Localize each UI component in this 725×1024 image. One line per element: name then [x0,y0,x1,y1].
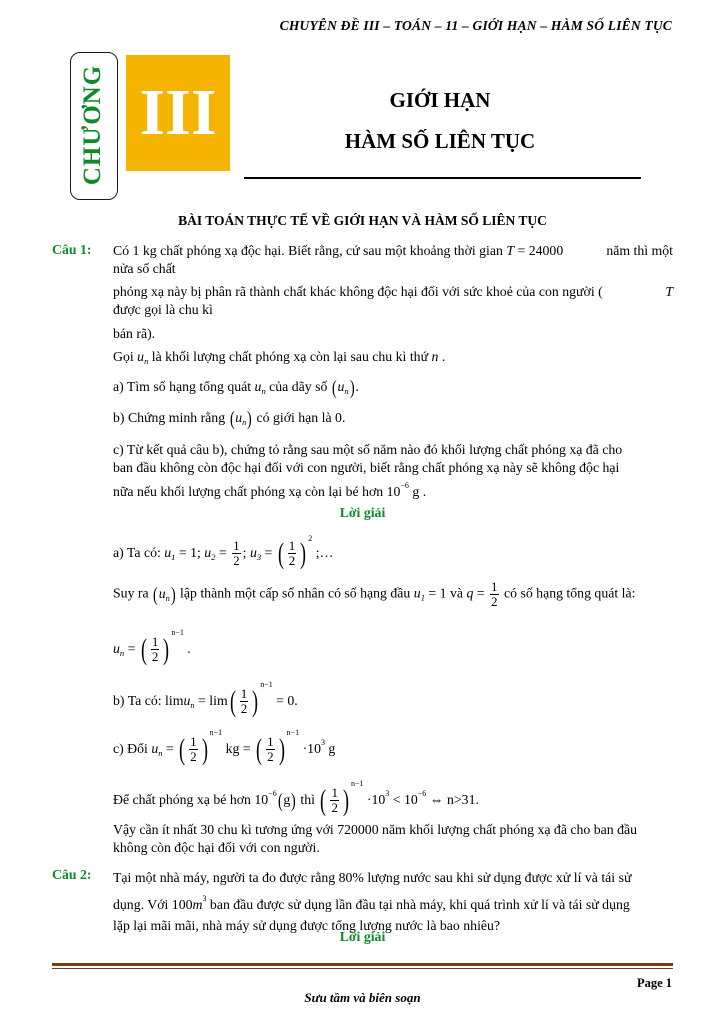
solution-1-part-c: c) Đổi $u_n$ = ( $\frac{1}{2}$ )$^{n-1}$ kg = ( $\frac{1}{2}$ )$^{n-1} \cdot 10^3$ g [113,728,336,766]
solution-1-conclusion: Vậy cần ít nhất 30 chu kì tương ứng với 720000 năm khối lượng chất phóng xạ đã cho ban đầu không còn độc hại đối với con người. [113,822,638,855]
solution-1-inequality: Để chất phóng xạ bé hơn $10^{-6}(g)$ thì ( $\frac{1}{2}$ )$^{n-1} \cdot 10^3 < 10^{-6}$ ⇔ n>31. [113,779,479,817]
question-1-part-a: a) Tìm số hạng tổng quát $u_n$ của dãy số $(u_n)$. [113,377,359,399]
question-1-part-c: c) Từ kết quả câu b), chứng tỏ rằng sau một số năm nào đó khối lượng chất phóng xạ đã cho ban đầu không còn độc hại đối với con người, biết rằng chất phóng xạ này sẽ không độc hại nữa nếu khối lượng chất phóng xạ còn lại bé hơn $10^{-6}$ g . [113,442,623,499]
solution-1-part-a: a) Ta có: $u_1 = 1$; $u_2$ = $\frac{1}{2}$ ; $u_3$ = ( $\frac{1}{2}$ ) $^2$ ;… [113,534,334,570]
footer-credit: Sưu tầm và biên soạn [304,990,421,1005]
solution-1-geometric: Suy ra $(u_n)$ lập thành một cấp số nhân có số hạng đầu $u_1 = 1$ và q = $\frac{1}{2}$ có số hạng tổng quát là: [113,579,636,609]
footer-rule [52,963,673,966]
question-2-label: Câu 2: [52,867,92,882]
chapter-title-line2: HÀM SỐ LIÊN TỤC [344,129,536,153]
footer-rule-thin [52,968,673,969]
question-2-text: Tại một nhà máy, người ta đo được rằng 80% lượng nước sau khi sử dụng được xử lí và tái sử dụng. Với $100m^3$ ban đầu được sử dụng lần đầu tại nhà máy, khi quá trình xử lí và tái sử dụng lặp lại mãi mãi, nhà máy sử dụng được tổng lượng nước là bao nhiêu? [113,870,632,933]
chapter-title-line1: GIỚI HẠN [389,88,491,112]
running-header: CHUYÊN ĐỀ III – TOÁN – 11 – GIỚI HẠN – HÀM SỐ LIÊN TỤC [279,18,672,33]
question-1-label: Câu 1: [52,242,92,257]
section-title: BÀI TOÁN THỰC TẾ VỀ GIỚI HẠN VÀ HÀM SỐ LIÊN TỤC [178,213,547,228]
question-1-text: Có 1 kg chất phóng xạ độc hại. Biết rằng, cứ sau một khoảng thời gian T = 24000 năm thì một nửa số chất phóng xạ này bị phân rã thành chất khác không độc hại đối với sức khoẻ của con người ( T được gọi là chu kì bán rã). Gọi $u_n$ là khối lượng chất phóng xạ còn lại sau chu kì thứ n . [113,243,673,366]
chapter-number: III [139,76,217,149]
title-divider [244,177,641,179]
page-number: Page 1 [636,976,672,990]
solution-1-part-b: b) Ta có: limu$_n$ = lim( $\frac{1}{2}$ )$^{n-1}$ = 0. [113,680,298,718]
solution-1-heading: Lời giải [339,505,386,520]
solution-1-formula: $u_n$ = ( $\frac{1}{2}$ )$^{n-1}$ . [113,628,191,666]
question-1-part-b: b) Chứng minh rằng $(u_n)$ có giới hạn là 0. [113,408,346,430]
chapter-label: CHƯƠNG [79,64,106,186]
solution-2-heading: Lời giải [339,929,386,944]
